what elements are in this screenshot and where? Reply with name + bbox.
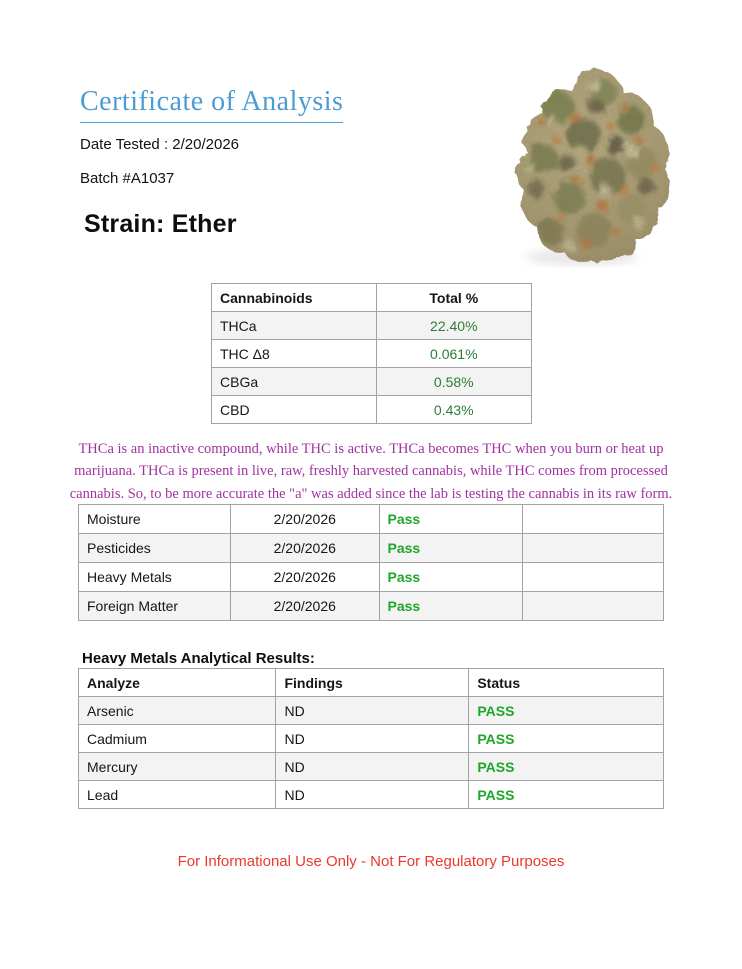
- table-row: [79, 563, 664, 592]
- strain-heading: Strain: Ether: [84, 210, 237, 238]
- analyte-name: Arsenic: [79, 697, 276, 725]
- analyte-finding: ND: [276, 781, 469, 809]
- batch-number: Batch #A1037: [80, 170, 175, 187]
- test-name: Pesticides: [79, 534, 231, 563]
- findings-header: Findings: [276, 669, 469, 697]
- test-notes: [523, 563, 664, 592]
- table-row: [79, 753, 664, 781]
- analyte-name: Lead: [79, 781, 276, 809]
- total-percent-header: Total %: [376, 284, 531, 312]
- test-date: 2/20/2026: [231, 563, 379, 592]
- safety-tests-table: [78, 504, 664, 621]
- test-result: Pass: [379, 592, 523, 621]
- table-row: [79, 697, 664, 725]
- test-name: Foreign Matter: [79, 592, 231, 621]
- cannabinoid-value: 0.58%: [376, 368, 531, 396]
- analyte-status: PASS: [469, 781, 664, 809]
- table-row: [79, 781, 664, 809]
- cannabinoids-header: Cannabinoids: [212, 284, 377, 312]
- analyte-finding: ND: [276, 753, 469, 781]
- table-row: [212, 312, 532, 340]
- heavy-metals-header-row: [79, 669, 664, 697]
- cannabinoid-value: 22.40%: [376, 312, 531, 340]
- test-result: Pass: [379, 534, 523, 563]
- test-date: 2/20/2026: [231, 592, 379, 621]
- test-notes: [523, 592, 664, 621]
- thca-explanation-note: THCa is an inactive compound, while THC is active. THCa becomes THC when you burn or heat up marijuana. THCa is present in live, raw, freshly harvested cannabis, while THC comes from processed cannabis. So, to be more accurate the "a" was added since the lab is testing the cannabis in its raw form.: [69, 441, 673, 502]
- analyte-status: PASS: [469, 697, 664, 725]
- test-result: Pass: [379, 505, 523, 534]
- cannabinoid-name: CBGa: [212, 368, 377, 396]
- cannabinoids-table: [211, 283, 532, 424]
- table-row: [79, 725, 664, 753]
- test-result: Pass: [379, 563, 523, 592]
- analyte-finding: ND: [276, 725, 469, 753]
- cannabis-bud-image: [503, 60, 688, 270]
- heavy-metals-section-heading: Heavy Metals Analytical Results:: [82, 650, 315, 667]
- heavy-metals-table: [78, 668, 664, 809]
- analyte-name: Mercury: [79, 753, 276, 781]
- regulatory-disclaimer: For Informational Use Only - Not For Regulatory Purposes: [177, 853, 565, 870]
- cannabinoid-value: 0.43%: [376, 396, 531, 424]
- cannabis-bud-photo: [503, 60, 688, 270]
- test-date: 2/20/2026: [231, 505, 379, 534]
- analyte-finding: ND: [276, 697, 469, 725]
- cannabinoid-value: 0.061%: [376, 340, 531, 368]
- page-title: Certificate of Analysis: [80, 86, 343, 123]
- table-row: [79, 592, 664, 621]
- cannabinoids-header-row: [212, 284, 532, 312]
- test-name: Heavy Metals: [79, 563, 231, 592]
- test-notes: [523, 505, 664, 534]
- cannabinoid-name: THC Δ8: [212, 340, 377, 368]
- table-row: [212, 368, 532, 396]
- table-row: [212, 340, 532, 368]
- test-notes: [523, 534, 664, 563]
- analyte-status: PASS: [469, 725, 664, 753]
- analyte-name: Cadmium: [79, 725, 276, 753]
- test-date: 2/20/2026: [231, 534, 379, 563]
- analyze-header: Analyze: [79, 669, 276, 697]
- analyte-status: PASS: [469, 753, 664, 781]
- cannabinoid-name: CBD: [212, 396, 377, 424]
- test-name: Moisture: [79, 505, 231, 534]
- date-tested: Date Tested : 2/20/2026: [80, 136, 240, 153]
- table-row: [79, 505, 664, 534]
- status-header: Status: [469, 669, 664, 697]
- cannabinoid-name: THCa: [212, 312, 377, 340]
- table-row: [79, 534, 664, 563]
- table-row: [212, 396, 532, 424]
